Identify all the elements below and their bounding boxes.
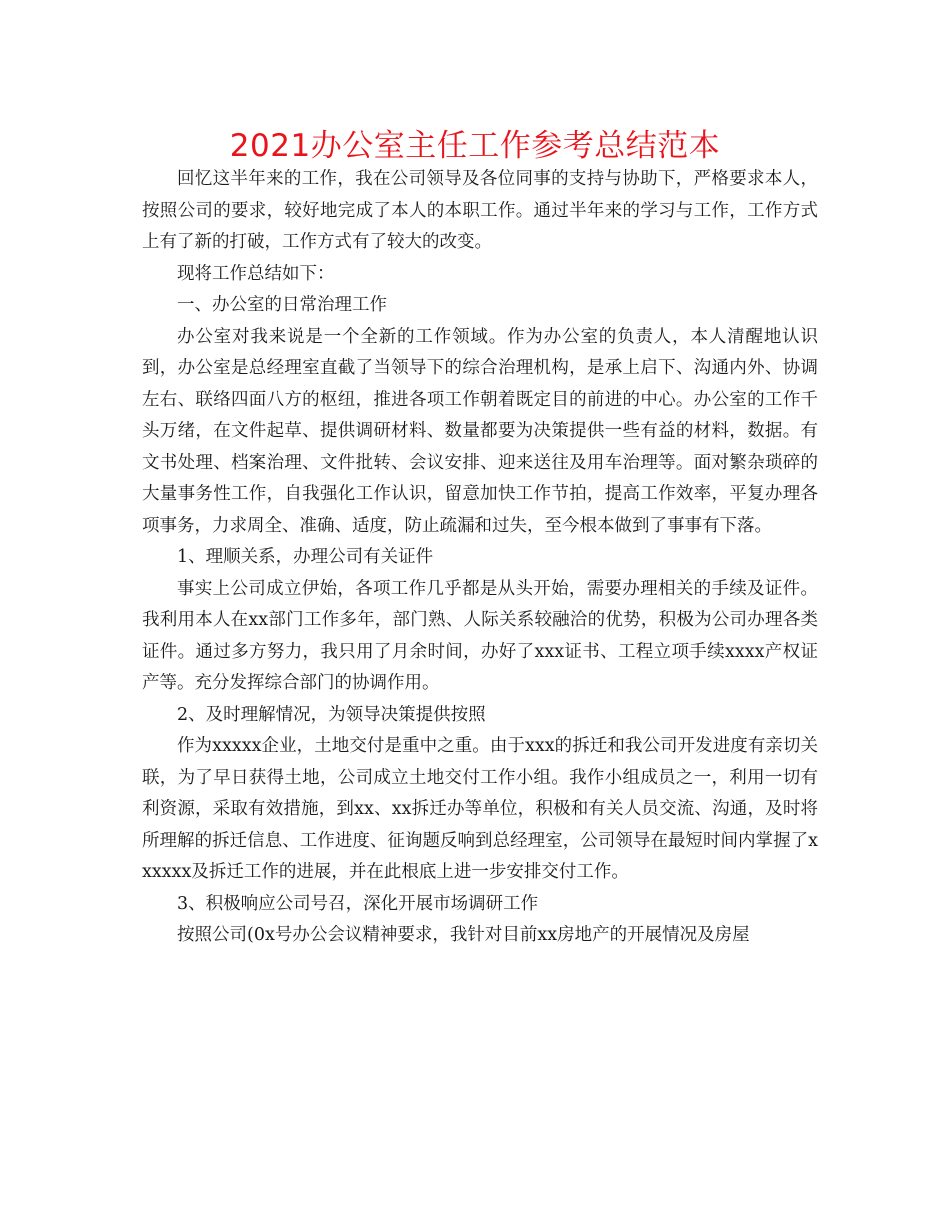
document-title: 2021办公室主任工作参考总结范本: [229, 128, 721, 164]
paragraph-office-work: 办公室对我来说是一个全新的工作领域。作为办公室的负责人，本人清醒地认识到，办公室是总经理室直截了当领导下的综合治理机构，是承上启下、沟通内外、协调左右、联络四面八方的枢纽，推进各项工作朝着既定目的前进的中心。办公室的工作千头万绪，在文件起草、提供调研材料、数量都要为决策提供一些有益的材料，数据。有文书处理、档案治理、文件批转、会议安排、迎来送往及用车治理等。面对繁杂琐碎的大量事务性工作，自我强化工作认识，留意加快工作节拍，提高工作效率，平复办理各项事务，力求周全、准确、适度，防止疏漏和过失，至今根本做到了事事有下落。: [142, 326, 818, 536]
document-body: [142, 164, 818, 952]
paragraph-intro: 回忆这半年来的工作，我在公司领导及各位同事的支持与协助下，严格要求本人，按照公司的要求，较好地完成了本人的本职工作。通过半年来的学习与工作，工作方式上有了新的打破，工作方式有了较大的改变。: [142, 169, 818, 252]
subheading-2: 2、及时理解情况，为领导决策提供按照: [177, 704, 486, 725]
paragraph-market-research: 按照公司(0x号办公会议精神要求，我针对目前xx房地产的开展情况及房屋: [177, 925, 750, 945]
subheading-1: 1、理顺关系，办理公司有关证件: [177, 547, 434, 567]
subheading-3: 3、积极响应公司号召，深化开展市场调研工作: [177, 893, 539, 914]
paragraph-certificates: 事实上公司成立伊始，各项工作几乎都是从头开始，需要办理相关的手续及证件。我利用本人在xx部门工作多年，部门熟、人际关系较融洽的优势，积极为公司办理各类证件。通过多方努力，我只用了月余时间，办好了xxx证书、工程立项手续xxxx产权证产等。充分发挥综合部门的协调作用。: [142, 578, 818, 693]
section-heading-1: 一、办公室的日常治理工作: [177, 295, 387, 315]
paragraph-land-delivery: 作为xxxxx企业，土地交付是重中之重。由于xxx的拆迁和我公司开发进度有亲切关联，为了早日获得土地，公司成立土地交付工作小组。我作小组成员之一，利用一切有利资源，采取有效措施，到xx、xx拆迁办等单位，积极和有关人员交流、沟通，及时将所理解的拆迁信息、工作进度、征询题反响到总经理室，公司领导在最短时间内掌握了xxxxxx及拆迁工作的进展，并在此根底上进一步安排交付工作。: [142, 736, 818, 882]
paragraph-summary-lead: 现将工作总结如下：: [177, 263, 335, 284]
